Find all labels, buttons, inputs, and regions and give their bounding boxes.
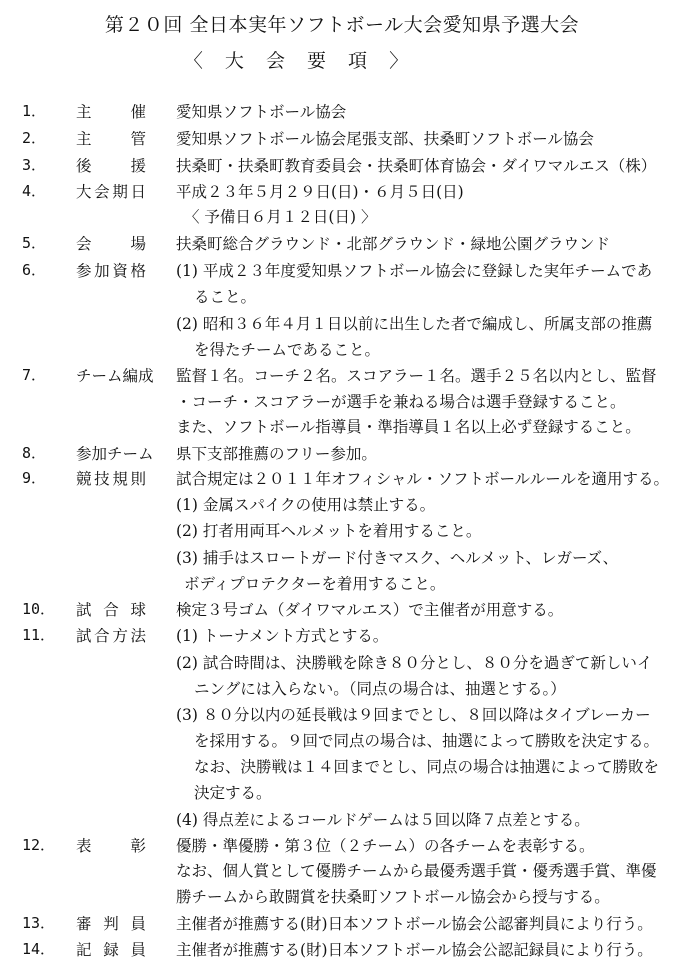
item-number: 6． xyxy=(22,261,47,279)
label-char: 管 xyxy=(130,130,146,148)
label-char: 会 xyxy=(94,183,110,201)
document-title: 第２０回 全日本実年ソフトボール大会愛知県予選大会 xyxy=(104,14,580,36)
item-match-format xyxy=(0,624,700,654)
item-text: 県下支部推薦のフリー参加。 xyxy=(176,445,377,463)
item-text: (1) 平成２３年度愛知県ソフトボール協会に登録した実年チームであ xyxy=(176,262,653,280)
item-label xyxy=(76,467,146,489)
label-char: 場 xyxy=(130,235,146,253)
label-char: 則 xyxy=(130,470,146,488)
item-match-format-cont xyxy=(0,781,700,811)
label-char: 合 xyxy=(103,601,119,619)
label-char: 員 xyxy=(130,915,146,933)
item-number: 1． xyxy=(22,102,47,120)
item-text: 愛知県ソフトボール協会 xyxy=(176,103,347,121)
label-char: 編 xyxy=(122,367,139,385)
label-char: 表 xyxy=(76,837,92,855)
item-number: 12． xyxy=(22,836,56,854)
label-char: 規 xyxy=(112,470,128,488)
item-text: ること。 xyxy=(194,288,257,306)
label-char: 加 xyxy=(94,262,110,280)
label-char: 日 xyxy=(130,183,146,201)
label-char: 記 xyxy=(76,941,92,959)
item-text: ・コーチ・スコアラーが選手を兼ねる場合は選手登録すること。 xyxy=(176,393,626,411)
label-char: 催 xyxy=(130,103,146,121)
label-char: 球 xyxy=(130,601,146,619)
item-text: 扶桑町・扶桑町教育委員会・扶桑町体育協会・ダイワマルエス（株） xyxy=(176,157,657,175)
item-management xyxy=(0,127,700,157)
item-text: なお、決勝戦は１４回までとし、同点の場合は抽選によって勝敗を xyxy=(194,758,660,776)
item-venue xyxy=(0,232,700,262)
item-label xyxy=(76,154,146,176)
item-eligibility-cont xyxy=(0,285,700,315)
label-char: 方 xyxy=(112,627,128,645)
item-label xyxy=(76,232,146,254)
item-text: (2) 打者用両耳ヘルメットを着用すること。 xyxy=(176,522,482,540)
item-organizer xyxy=(0,100,700,130)
label-char: 主 xyxy=(76,103,92,121)
label-char: 主 xyxy=(76,130,92,148)
item-text: (3) 捕手はスロートガード付きマスク、ヘルメット、レガーズ、 xyxy=(176,549,619,567)
item-number: 9． xyxy=(22,469,47,487)
item-scorers xyxy=(0,938,700,968)
item-text: を得たチームであること。 xyxy=(194,341,381,359)
item-number: 3． xyxy=(22,156,47,174)
item-number: 14． xyxy=(22,940,56,958)
item-label xyxy=(76,834,146,856)
item-text: 決定する。 xyxy=(194,784,272,802)
label-char: 後 xyxy=(76,157,92,175)
label-char: 合 xyxy=(94,627,110,645)
label-char: 援 xyxy=(130,157,146,175)
item-text: 愛知県ソフトボール協会尾張支部、扶桑町ソフトボール協会 xyxy=(176,130,594,148)
item-dates-cont xyxy=(0,205,700,235)
item-label xyxy=(76,442,154,464)
item-text: (2) 試合時間は、決勝戦を除き８０分とし、８０分を過ぎて新しいイ xyxy=(176,654,653,672)
label-char: 期 xyxy=(112,183,128,201)
item-text: 主催者が推薦する(財)日本ソフトボール協会公認記録員により行う。 xyxy=(176,941,653,959)
item-number: 13． xyxy=(22,914,56,932)
item-text: ニングには入らない。（同点の場合は、抽選とする。） xyxy=(194,680,566,698)
label-char: 参 xyxy=(76,262,92,280)
item-text: (4) 得点差によるコールドゲームは５回以降７点差とする。 xyxy=(176,811,590,829)
item-text: 平成２３年５月２９日(日)・６月５日(日) xyxy=(176,183,464,201)
item-text: なお、個人賞として優勝チームから最優秀選手賞・優秀選手賞、準優 xyxy=(176,862,657,880)
item-text: 監督１名。コーチ２名。スコアラー１名。選手２５名以内とし、監督 xyxy=(176,367,657,385)
label-char: 彰 xyxy=(130,837,146,855)
label-char: ム xyxy=(138,445,154,463)
label-char: チ xyxy=(76,367,92,385)
label-char: ー xyxy=(122,445,139,463)
item-label xyxy=(76,259,146,281)
item-text: 扶桑町総合グラウンド・北部グラウンド・緑地公園グラウンド xyxy=(176,235,611,253)
label-char: チ xyxy=(107,445,123,463)
item-text: 検定３号ゴム（ダイワマルエス）で主催者が用意する。 xyxy=(176,601,564,619)
label-char: 技 xyxy=(94,470,110,488)
item-number: 5． xyxy=(22,234,47,252)
label-char: 試 xyxy=(76,627,92,645)
label-char: 会 xyxy=(76,235,92,253)
item-text: また、ソフトボール指導員・準指導員１名以上必ず登録すること。 xyxy=(176,418,641,436)
item-text: を採用する。９回で同点の場合は、抽選によって勝敗を決定する。 xyxy=(194,732,660,750)
item-text: 優勝・準優勝・第３位（２チーム）の各チームを表彰する。 xyxy=(176,837,595,855)
label-char: 判 xyxy=(103,915,119,933)
label-char: 加 xyxy=(91,445,108,463)
label-char: 格 xyxy=(130,262,146,280)
label-char: ム xyxy=(107,367,123,385)
item-label xyxy=(76,598,146,620)
label-char: 競 xyxy=(76,470,92,488)
item-text: (3) ８０分以内の延長戦は９回までとし、８回以降はタイブレーカー xyxy=(176,706,651,724)
item-label xyxy=(76,127,146,149)
item-text: ボディプロテクターを着用すること。 xyxy=(184,575,446,593)
item-number: 11． xyxy=(22,626,56,644)
label-char: ー xyxy=(91,367,108,385)
label-char: 録 xyxy=(103,941,119,959)
item-number: 4． xyxy=(22,182,47,200)
document-subtitle: 〈 大 会 要 項 〉 xyxy=(183,50,417,72)
item-label xyxy=(76,364,154,386)
item-number: 7． xyxy=(22,366,47,384)
item-text: 主催者が推薦する(財)日本ソフトボール協会公認審判員により行う。 xyxy=(176,915,653,933)
item-text: (1) 金属スパイクの使用は禁止する。 xyxy=(176,496,436,514)
item-label xyxy=(76,100,146,122)
item-label xyxy=(76,938,146,960)
label-char: 参 xyxy=(76,445,92,463)
item-text: (1) トーナメント方式とする。 xyxy=(176,627,389,645)
item-awards-cont xyxy=(0,885,700,915)
item-label xyxy=(76,624,146,646)
label-char: 試 xyxy=(76,601,92,619)
item-rules-cont xyxy=(0,519,700,549)
item-text: 勝チームから敢闘賞を扶桑町ソフトボール協会から授与する。 xyxy=(176,888,610,906)
item-number: 8． xyxy=(22,444,47,462)
item-label xyxy=(76,180,146,202)
item-label xyxy=(76,912,146,934)
item-text: 試合規定は２０１１年オフィシャル・ソフトボールルールを適用する。 xyxy=(176,470,669,488)
label-char: 資 xyxy=(112,262,128,280)
item-number: 10． xyxy=(22,600,56,618)
item-text: 〈 予備日６月１２日(日) 〉 xyxy=(184,208,377,226)
item-text: (2) 昭和３６年４月１日以前に出生した者で編成し、所属支部の推薦 xyxy=(176,315,653,333)
item-number: 2． xyxy=(22,129,47,147)
label-char: 大 xyxy=(76,183,92,201)
label-char: 成 xyxy=(138,367,154,385)
label-char: 審 xyxy=(76,915,92,933)
label-char: 員 xyxy=(130,941,146,959)
item-team-composition-cont xyxy=(0,415,700,445)
label-char: 法 xyxy=(130,627,146,645)
